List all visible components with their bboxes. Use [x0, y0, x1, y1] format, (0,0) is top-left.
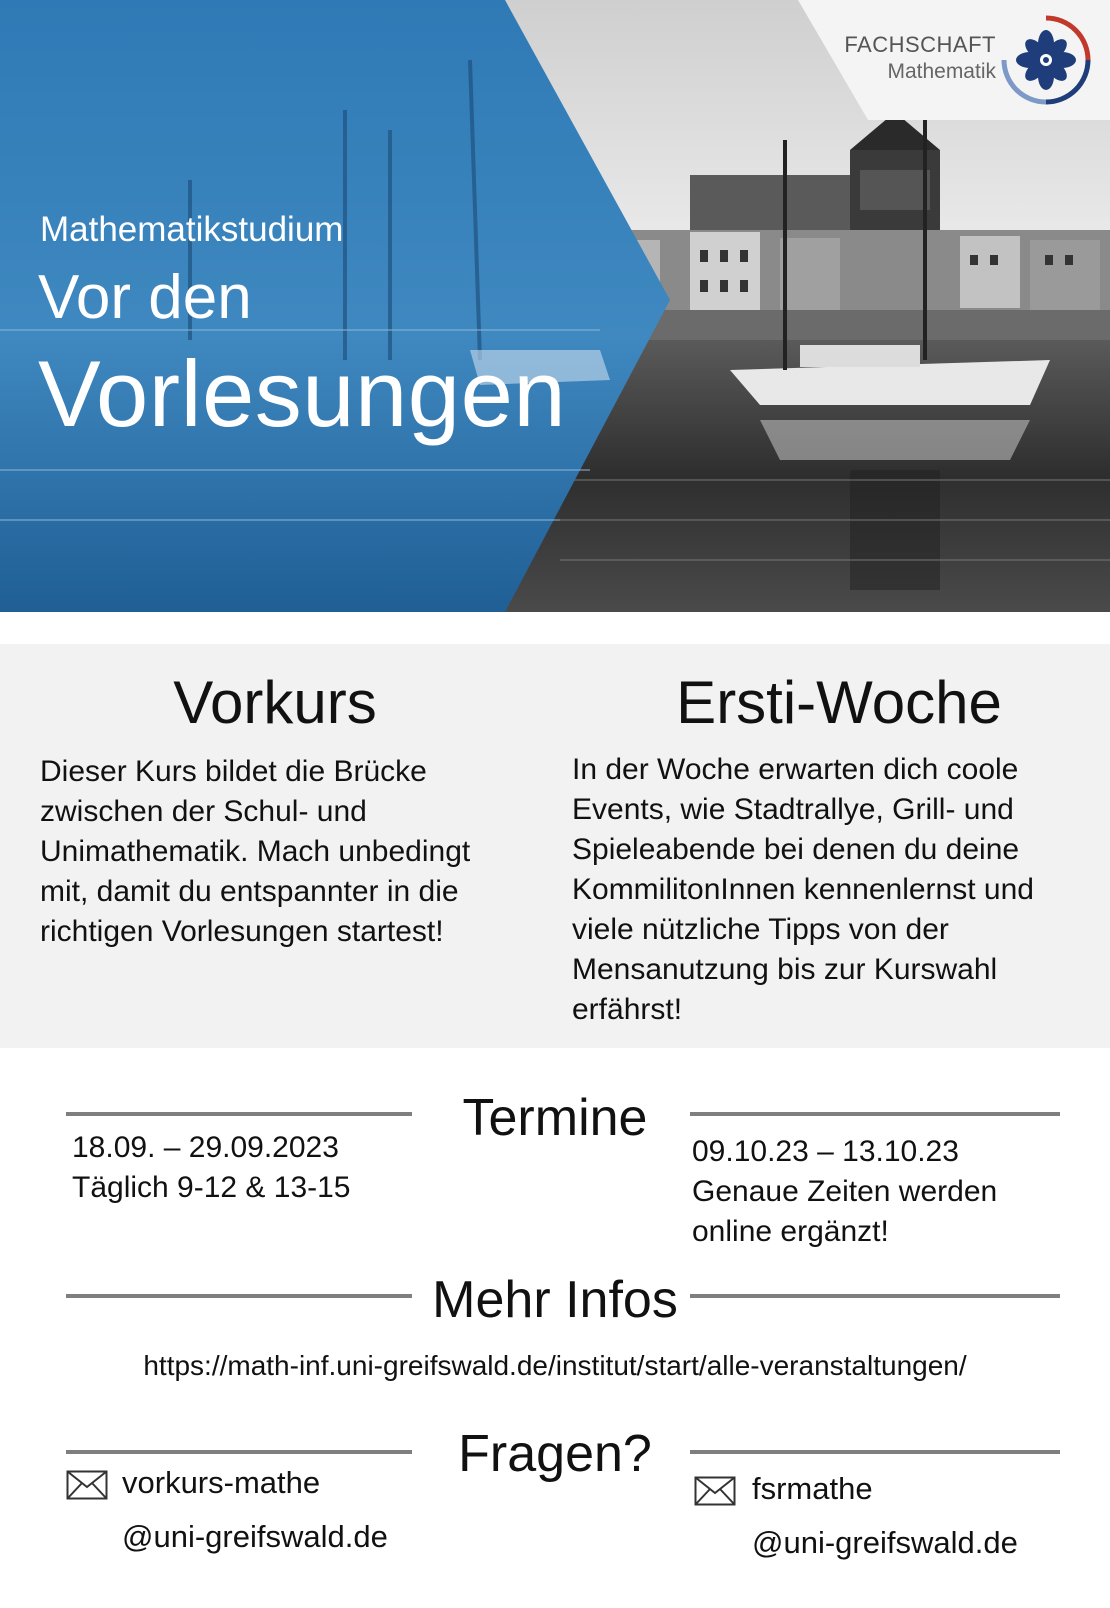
- divider: [690, 1450, 1060, 1454]
- ersti-dates: [692, 1132, 997, 1252]
- ersti-title: Ersti-Woche: [676, 669, 1002, 736]
- contact-email-fsr[interactable]: [752, 1462, 1018, 1570]
- ersti-body: [572, 750, 1034, 1030]
- vorkurs-line: Unimathematik. Mach unbedingt: [40, 835, 471, 868]
- fachschaft-logo-icon: [998, 12, 1094, 108]
- times-note: online ergänzt!: [692, 1215, 889, 1248]
- logo: [798, 0, 1110, 120]
- vorkurs-line: richtigen Vorlesungen startest!: [40, 915, 444, 948]
- divider: [66, 1450, 412, 1454]
- date-range: 09.10.23 – 13.10.23: [692, 1135, 959, 1168]
- logo-line1: FACHSCHAFT: [844, 32, 996, 57]
- infos-title: Mehr Infos: [432, 1271, 678, 1329]
- email-user: fsrmathe: [752, 1471, 873, 1506]
- divider: [690, 1294, 1060, 1298]
- hero-subtitle: Mathematikstudium: [40, 210, 344, 249]
- ersti-line: Events, wie Stadtrallye, Grill- und: [572, 793, 1014, 826]
- date-range: 18.09. – 29.09.2023: [72, 1131, 339, 1164]
- mail-icon: [694, 1476, 736, 1506]
- divider: [690, 1112, 1060, 1116]
- ersti-line: Spieleabende bei denen du deine: [572, 833, 1020, 866]
- hero-banner: [0, 0, 1110, 612]
- vorkurs-line: zwischen der Schul- und: [40, 795, 367, 828]
- mail-icon: [66, 1470, 108, 1500]
- contact-email-vorkurs[interactable]: [122, 1456, 388, 1564]
- ersti-line: Mensanutzung bis zur Kurswahl: [572, 953, 998, 986]
- hero-title-line1: Vor den: [38, 263, 252, 332]
- ersti-line: KommilitonInnen kennenlernst und: [572, 873, 1034, 906]
- email-user: vorkurs-mathe: [122, 1465, 321, 1500]
- logo-line2: Mathematik: [887, 60, 996, 83]
- info-url[interactable]: https://math-inf.uni-greifswald.de/institut/start/alle-veranstaltungen/: [143, 1350, 967, 1381]
- termine-title: Termine: [462, 1089, 648, 1147]
- ersti-line: erfährst!: [572, 993, 683, 1026]
- times-note: Genaue Zeiten werden: [692, 1175, 998, 1208]
- divider: [66, 1112, 412, 1116]
- vorkurs-title: Vorkurs: [173, 669, 377, 736]
- email-domain: @uni-greifswald.de: [122, 1519, 388, 1554]
- daily-times: Täglich 9-12 & 13-15: [72, 1171, 351, 1204]
- divider: [66, 1294, 412, 1298]
- vorkurs-dates: [72, 1128, 351, 1208]
- ersti-line: In der Woche erwarten dich coole: [572, 753, 1019, 786]
- hero-title-line2: Vorlesungen: [38, 341, 567, 446]
- info-band: [0, 644, 1110, 1048]
- ersti-line: viele nützliche Tipps von der: [572, 913, 949, 946]
- email-domain: @uni-greifswald.de: [752, 1525, 1018, 1560]
- vorkurs-line: mit, damit du entspannter in die: [40, 875, 459, 908]
- vorkurs-body: [40, 752, 470, 952]
- fragen-title: Fragen?: [458, 1425, 652, 1483]
- vorkurs-line: Dieser Kurs bildet die Brücke: [40, 755, 427, 788]
